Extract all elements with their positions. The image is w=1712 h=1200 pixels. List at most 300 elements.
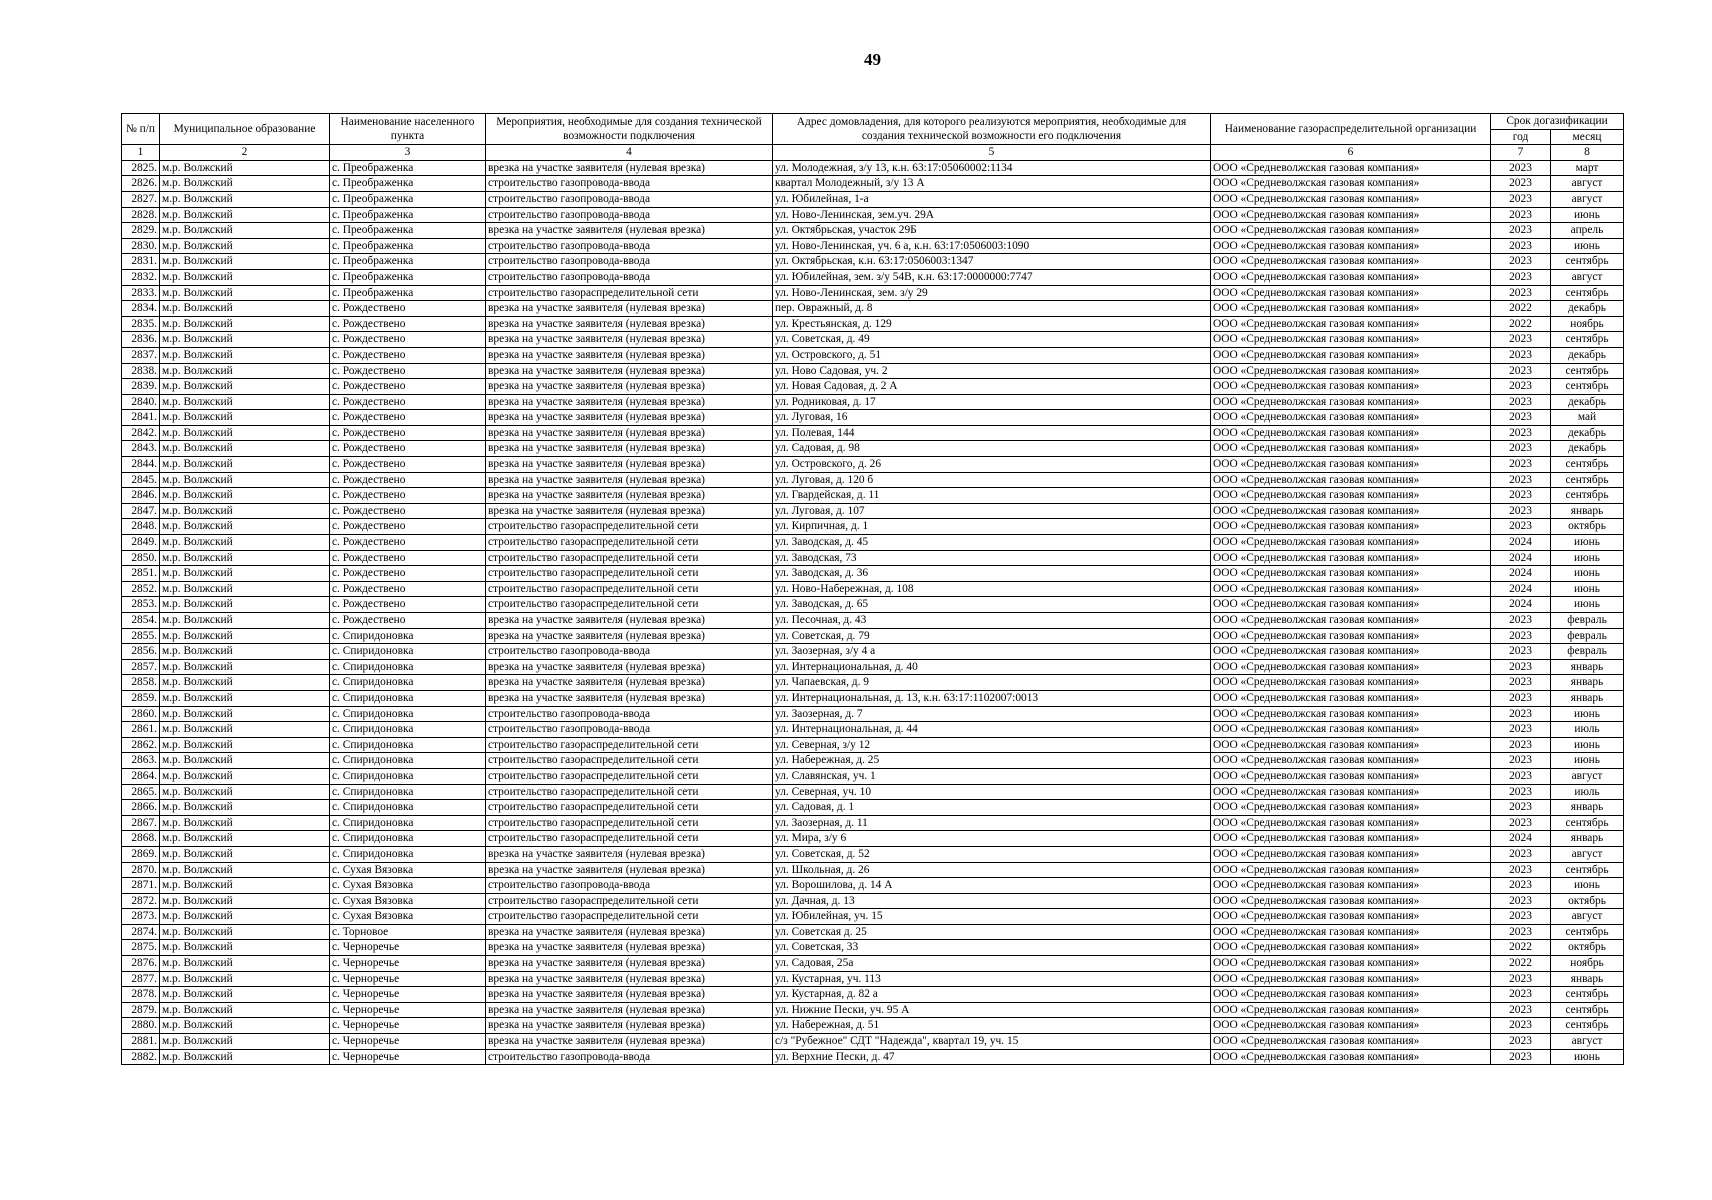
- measure-cell: врезка на участке заявителя (нулевая врезка): [486, 659, 773, 675]
- table-row: [122, 1002, 1624, 1018]
- measure-cell: строительство газопровода-ввода: [486, 176, 773, 192]
- municipality-cell: м.р. Волжский: [160, 316, 330, 332]
- row-number: 2866.: [122, 800, 160, 816]
- organization-cell: ООО «Средневолжская газовая компания»: [1211, 301, 1491, 317]
- month-cell: октябрь: [1551, 519, 1624, 535]
- settlement-cell: с. Спиридоновка: [330, 737, 486, 753]
- year-cell: 2023: [1491, 519, 1551, 535]
- year-cell: 2023: [1491, 909, 1551, 925]
- settlement-cell: с. Спиридоновка: [330, 706, 486, 722]
- address-cell: ул. Заводская, д. 45: [773, 535, 1211, 551]
- municipality-cell: м.р. Волжский: [160, 815, 330, 831]
- table-row: [122, 878, 1624, 894]
- organization-cell: ООО «Средневолжская газовая компания»: [1211, 784, 1491, 800]
- year-cell: 2023: [1491, 254, 1551, 270]
- organization-cell: ООО «Средневолжская газовая компания»: [1211, 987, 1491, 1003]
- measure-cell: строительство газораспределительной сети: [486, 519, 773, 535]
- measure-cell: врезка на участке заявителя (нулевая врезка): [486, 410, 773, 426]
- table-row: [122, 613, 1624, 629]
- organization-cell: ООО «Средневолжская газовая компания»: [1211, 425, 1491, 441]
- month-cell: август: [1551, 909, 1624, 925]
- organization-cell: ООО «Средневолжская газовая компания»: [1211, 924, 1491, 940]
- month-cell: март: [1551, 160, 1624, 176]
- row-number: 2839.: [122, 379, 160, 395]
- settlement-cell: с. Рождествено: [330, 550, 486, 566]
- table-row: [122, 628, 1624, 644]
- measure-cell: врезка на участке заявителя (нулевая врезка): [486, 394, 773, 410]
- municipality-cell: м.р. Волжский: [160, 644, 330, 660]
- year-cell: 2022: [1491, 301, 1551, 317]
- address-cell: ул. Дачная, д. 13: [773, 893, 1211, 909]
- measure-cell: строительство газораспределительной сети: [486, 753, 773, 769]
- organization-cell: ООО «Средневолжская газовая компания»: [1211, 285, 1491, 301]
- year-cell: 2024: [1491, 597, 1551, 613]
- address-cell: ул. Луговая, д. 120 б: [773, 472, 1211, 488]
- address-cell: ул. Северная, уч. 10: [773, 784, 1211, 800]
- address-cell: ул. Школьная, д. 26: [773, 862, 1211, 878]
- settlement-cell: с. Черноречье: [330, 956, 486, 972]
- settlement-cell: с. Спиридоновка: [330, 831, 486, 847]
- measure-cell: строительство газораспределительной сети: [486, 784, 773, 800]
- month-cell: июнь: [1551, 878, 1624, 894]
- year-cell: 2022: [1491, 940, 1551, 956]
- table-row: [122, 722, 1624, 738]
- month-cell: октябрь: [1551, 893, 1624, 909]
- measure-cell: врезка на участке заявителя (нулевая врезка): [486, 940, 773, 956]
- organization-cell: ООО «Средневолжская газовая компания»: [1211, 659, 1491, 675]
- settlement-cell: с. Рождествено: [330, 535, 486, 551]
- measure-cell: строительство газопровода-ввода: [486, 878, 773, 894]
- municipality-cell: м.р. Волжский: [160, 924, 330, 940]
- organization-cell: ООО «Средневолжская газовая компания»: [1211, 800, 1491, 816]
- column-number: 6: [1211, 145, 1491, 161]
- measure-cell: врезка на участке заявителя (нулевая врезка): [486, 316, 773, 332]
- year-cell: 2023: [1491, 675, 1551, 691]
- table-row: [122, 238, 1624, 254]
- settlement-cell: с. Рождествено: [330, 581, 486, 597]
- municipality-cell: м.р. Волжский: [160, 503, 330, 519]
- year-cell: 2024: [1491, 535, 1551, 551]
- address-cell: ул. Ново-Ленинская, зем. з/у 29: [773, 285, 1211, 301]
- year-cell: 2023: [1491, 737, 1551, 753]
- row-number: 2869.: [122, 846, 160, 862]
- table-row: [122, 535, 1624, 551]
- municipality-cell: м.р. Волжский: [160, 1002, 330, 1018]
- row-number: 2825.: [122, 160, 160, 176]
- month-cell: июнь: [1551, 581, 1624, 597]
- settlement-cell: с. Торновое: [330, 924, 486, 940]
- row-number: 2830.: [122, 238, 160, 254]
- organization-cell: ООО «Средневолжская газовая компания»: [1211, 332, 1491, 348]
- municipality-cell: м.р. Волжский: [160, 363, 330, 379]
- address-cell: ул. Полевая, 144: [773, 425, 1211, 441]
- year-cell: 2023: [1491, 379, 1551, 395]
- organization-cell: ООО «Средневолжская газовая компания»: [1211, 254, 1491, 270]
- column-number: 7: [1491, 145, 1551, 161]
- table-row: [122, 472, 1624, 488]
- organization-cell: ООО «Средневолжская газовая компания»: [1211, 862, 1491, 878]
- settlement-cell: с. Преображенка: [330, 269, 486, 285]
- header-deadline: Срок догазификации: [1491, 114, 1624, 130]
- measure-cell: врезка на участке заявителя (нулевая врезка): [486, 503, 773, 519]
- municipality-cell: м.р. Волжский: [160, 862, 330, 878]
- settlement-cell: с. Спиридоновка: [330, 722, 486, 738]
- municipality-cell: м.р. Волжский: [160, 753, 330, 769]
- month-cell: август: [1551, 1034, 1624, 1050]
- month-cell: июнь: [1551, 737, 1624, 753]
- address-cell: ул. Советская, д. 79: [773, 628, 1211, 644]
- measure-cell: врезка на участке заявителя (нулевая врезка): [486, 862, 773, 878]
- measure-cell: врезка на участке заявителя (нулевая врезка): [486, 332, 773, 348]
- month-cell: сентябрь: [1551, 862, 1624, 878]
- year-cell: 2023: [1491, 722, 1551, 738]
- month-cell: декабрь: [1551, 425, 1624, 441]
- organization-cell: ООО «Средневолжская газовая компания»: [1211, 550, 1491, 566]
- month-cell: июнь: [1551, 706, 1624, 722]
- row-number: 2832.: [122, 269, 160, 285]
- month-cell: январь: [1551, 690, 1624, 706]
- month-cell: январь: [1551, 831, 1624, 847]
- row-number: 2829.: [122, 223, 160, 239]
- row-number: 2837.: [122, 347, 160, 363]
- month-cell: сентябрь: [1551, 472, 1624, 488]
- address-cell: ул. Заозерная, з/у 4 а: [773, 644, 1211, 660]
- row-number: 2857.: [122, 659, 160, 675]
- settlement-cell: с. Рождествено: [330, 332, 486, 348]
- address-cell: квартал Молодежный, з/у 13 А: [773, 176, 1211, 192]
- settlement-cell: с. Рождествено: [330, 597, 486, 613]
- month-cell: сентябрь: [1551, 285, 1624, 301]
- organization-cell: ООО «Средневолжская газовая компания»: [1211, 597, 1491, 613]
- measure-cell: врезка на участке заявителя (нулевая врезка): [486, 1002, 773, 1018]
- year-cell: 2023: [1491, 690, 1551, 706]
- year-cell: 2023: [1491, 815, 1551, 831]
- organization-cell: ООО «Средневолжская газовая компания»: [1211, 1002, 1491, 1018]
- measure-cell: строительство газопровода-ввода: [486, 1049, 773, 1065]
- row-number: 2878.: [122, 987, 160, 1003]
- month-cell: октябрь: [1551, 940, 1624, 956]
- month-cell: февраль: [1551, 644, 1624, 660]
- organization-cell: ООО «Средневолжская газовая компания»: [1211, 1049, 1491, 1065]
- month-cell: сентябрь: [1551, 332, 1624, 348]
- settlement-cell: с. Спиридоновка: [330, 628, 486, 644]
- column-number: 1: [122, 145, 160, 161]
- table-row: [122, 784, 1624, 800]
- table-row: [122, 659, 1624, 675]
- month-cell: июнь: [1551, 207, 1624, 223]
- municipality-cell: м.р. Волжский: [160, 191, 330, 207]
- row-number: 2846.: [122, 488, 160, 504]
- settlement-cell: с. Спиридоновка: [330, 659, 486, 675]
- year-cell: 2023: [1491, 924, 1551, 940]
- organization-cell: ООО «Средневолжская газовая компания»: [1211, 831, 1491, 847]
- table-row: [122, 862, 1624, 878]
- municipality-cell: м.р. Волжский: [160, 379, 330, 395]
- table-row: [122, 550, 1624, 566]
- month-cell: ноябрь: [1551, 316, 1624, 332]
- address-cell: ул. Чапаевская, д. 9: [773, 675, 1211, 691]
- column-number: 5: [773, 145, 1211, 161]
- measure-cell: строительство газопровода-ввода: [486, 207, 773, 223]
- settlement-cell: с. Преображенка: [330, 207, 486, 223]
- organization-cell: ООО «Средневолжская газовая компания»: [1211, 519, 1491, 535]
- organization-cell: ООО «Средневолжская газовая компания»: [1211, 503, 1491, 519]
- table-row: [122, 581, 1624, 597]
- month-cell: сентябрь: [1551, 488, 1624, 504]
- organization-cell: ООО «Средневолжская газовая компания»: [1211, 160, 1491, 176]
- year-cell: 2023: [1491, 893, 1551, 909]
- settlement-cell: с. Преображенка: [330, 160, 486, 176]
- organization-cell: ООО «Средневолжская газовая компания»: [1211, 753, 1491, 769]
- row-number: 2826.: [122, 176, 160, 192]
- address-cell: ул. Гвардейская, д. 11: [773, 488, 1211, 504]
- organization-cell: ООО «Средневолжская газовая компания»: [1211, 566, 1491, 582]
- table-row: [122, 753, 1624, 769]
- organization-cell: ООО «Средневолжская газовая компания»: [1211, 347, 1491, 363]
- year-cell: 2023: [1491, 987, 1551, 1003]
- row-number: 2841.: [122, 410, 160, 426]
- year-cell: 2023: [1491, 878, 1551, 894]
- row-number: 2854.: [122, 613, 160, 629]
- municipality-cell: м.р. Волжский: [160, 566, 330, 582]
- settlement-cell: с. Спиридоновка: [330, 846, 486, 862]
- row-number: 2871.: [122, 878, 160, 894]
- measure-cell: строительство газопровода-ввода: [486, 644, 773, 660]
- year-cell: 2023: [1491, 706, 1551, 722]
- table-row: [122, 815, 1624, 831]
- municipality-cell: м.р. Волжский: [160, 909, 330, 925]
- municipality-cell: м.р. Волжский: [160, 940, 330, 956]
- year-cell: 2023: [1491, 347, 1551, 363]
- row-number: 2875.: [122, 940, 160, 956]
- row-number: 2855.: [122, 628, 160, 644]
- year-cell: 2023: [1491, 644, 1551, 660]
- settlement-cell: с. Рождествено: [330, 613, 486, 629]
- organization-cell: ООО «Средневолжская газовая компания»: [1211, 675, 1491, 691]
- settlement-cell: с. Рождествено: [330, 347, 486, 363]
- year-cell: 2023: [1491, 269, 1551, 285]
- measure-cell: врезка на участке заявителя (нулевая врезка): [486, 1034, 773, 1050]
- row-number: 2882.: [122, 1049, 160, 1065]
- table-row: [122, 379, 1624, 395]
- address-cell: ул. Кирпичная, д. 1: [773, 519, 1211, 535]
- year-cell: 2022: [1491, 316, 1551, 332]
- settlement-cell: с. Сухая Вязовка: [330, 893, 486, 909]
- settlement-cell: с. Рождествено: [330, 488, 486, 504]
- table-row: [122, 987, 1624, 1003]
- year-cell: 2023: [1491, 971, 1551, 987]
- municipality-cell: м.р. Волжский: [160, 768, 330, 784]
- measure-cell: строительство газораспределительной сети: [486, 831, 773, 847]
- settlement-cell: с. Черноречье: [330, 1049, 486, 1065]
- table-row: [122, 737, 1624, 753]
- settlement-cell: с. Черноречье: [330, 1034, 486, 1050]
- settlement-cell: с. Черноречье: [330, 987, 486, 1003]
- table-row: [122, 269, 1624, 285]
- table-row: [122, 160, 1624, 176]
- row-number: 2852.: [122, 581, 160, 597]
- settlement-cell: с. Рождествено: [330, 519, 486, 535]
- settlement-cell: с. Спиридоновка: [330, 768, 486, 784]
- measure-cell: строительство газопровода-ввода: [486, 254, 773, 270]
- month-cell: август: [1551, 191, 1624, 207]
- page-number: 49: [864, 50, 881, 69]
- settlement-cell: с. Черноречье: [330, 1002, 486, 1018]
- year-cell: 2023: [1491, 846, 1551, 862]
- table-row: [122, 1034, 1624, 1050]
- table-row: [122, 800, 1624, 816]
- address-cell: ул. Интернациональная, д. 13, к.н. 63:17:1102007:0013: [773, 690, 1211, 706]
- row-number: 2843.: [122, 441, 160, 457]
- address-cell: ул. Песочная, д. 43: [773, 613, 1211, 629]
- row-number: 2848.: [122, 519, 160, 535]
- row-number: 2840.: [122, 394, 160, 410]
- month-cell: июль: [1551, 722, 1624, 738]
- month-cell: январь: [1551, 675, 1624, 691]
- year-cell: 2023: [1491, 238, 1551, 254]
- year-cell: 2023: [1491, 394, 1551, 410]
- settlement-cell: с. Преображенка: [330, 285, 486, 301]
- address-cell: ул. Заозерная, д. 11: [773, 815, 1211, 831]
- month-cell: сентябрь: [1551, 457, 1624, 473]
- settlement-cell: с. Черноречье: [330, 971, 486, 987]
- row-number: 2856.: [122, 644, 160, 660]
- row-number: 2868.: [122, 831, 160, 847]
- organization-cell: ООО «Средневолжская газовая компания»: [1211, 379, 1491, 395]
- row-number: 2834.: [122, 301, 160, 317]
- year-cell: 2023: [1491, 800, 1551, 816]
- month-cell: июнь: [1551, 597, 1624, 613]
- table-row: [122, 846, 1624, 862]
- month-cell: январь: [1551, 659, 1624, 675]
- month-cell: июль: [1551, 784, 1624, 800]
- year-cell: 2023: [1491, 488, 1551, 504]
- address-cell: ул. Ново Садовая, уч. 2: [773, 363, 1211, 379]
- month-cell: сентябрь: [1551, 987, 1624, 1003]
- municipality-cell: м.р. Волжский: [160, 347, 330, 363]
- row-number: 2861.: [122, 722, 160, 738]
- address-cell: ул. Нижние Пески, уч. 95 А: [773, 1002, 1211, 1018]
- row-number: 2874.: [122, 924, 160, 940]
- settlement-cell: с. Рождествено: [330, 441, 486, 457]
- organization-cell: ООО «Средневолжская газовая компания»: [1211, 316, 1491, 332]
- measure-cell: врезка на участке заявителя (нулевая врезка): [486, 488, 773, 504]
- address-cell: ул. Крестьянская, д. 129: [773, 316, 1211, 332]
- settlement-cell: с. Рождествено: [330, 363, 486, 379]
- measure-cell: врезка на участке заявителя (нулевая врезка): [486, 690, 773, 706]
- address-cell: ул. Молодежная, з/у 13, к.н. 63:17:05060002:1134: [773, 160, 1211, 176]
- month-cell: сентябрь: [1551, 363, 1624, 379]
- municipality-cell: м.р. Волжский: [160, 1049, 330, 1065]
- table-row: [122, 519, 1624, 535]
- address-cell: ул. Советская д. 25: [773, 924, 1211, 940]
- row-number: 2844.: [122, 457, 160, 473]
- row-number: 2876.: [122, 956, 160, 972]
- address-cell: ул. Новая Садовая, д. 2 А: [773, 379, 1211, 395]
- month-cell: сентябрь: [1551, 254, 1624, 270]
- address-cell: ул. Юбилейная, уч. 15: [773, 909, 1211, 925]
- measure-cell: строительство газораспределительной сети: [486, 285, 773, 301]
- row-number: 2833.: [122, 285, 160, 301]
- settlement-cell: с. Сухая Вязовка: [330, 909, 486, 925]
- municipality-cell: м.р. Волжский: [160, 784, 330, 800]
- municipality-cell: м.р. Волжский: [160, 394, 330, 410]
- header-settlement: Наименование населенного пункта: [330, 114, 486, 145]
- address-cell: ул. Кустарная, д. 82 а: [773, 987, 1211, 1003]
- year-cell: 2023: [1491, 457, 1551, 473]
- table-row: [122, 644, 1624, 660]
- organization-cell: ООО «Средневолжская газовая компания»: [1211, 363, 1491, 379]
- address-cell: с/з "Рубежное" СДТ "Надежда", квартал 19, уч. 15: [773, 1034, 1211, 1050]
- year-cell: 2023: [1491, 1002, 1551, 1018]
- year-cell: 2024: [1491, 566, 1551, 582]
- year-cell: 2023: [1491, 223, 1551, 239]
- municipality-cell: м.р. Волжский: [160, 628, 330, 644]
- municipality-cell: м.р. Волжский: [160, 207, 330, 223]
- organization-cell: ООО «Средневолжская газовая компания»: [1211, 394, 1491, 410]
- row-number: 2845.: [122, 472, 160, 488]
- municipality-cell: м.р. Волжский: [160, 597, 330, 613]
- organization-cell: ООО «Средневолжская газовая компания»: [1211, 1034, 1491, 1050]
- municipality-cell: м.р. Волжский: [160, 706, 330, 722]
- row-number: 2880.: [122, 1018, 160, 1034]
- settlement-cell: с. Спиридоновка: [330, 784, 486, 800]
- month-cell: ноябрь: [1551, 956, 1624, 972]
- organization-cell: ООО «Средневолжская газовая компания»: [1211, 535, 1491, 551]
- municipality-cell: м.р. Волжский: [160, 223, 330, 239]
- address-cell: ул. Заводская, д. 65: [773, 597, 1211, 613]
- address-cell: ул. Интернациональная, д. 40: [773, 659, 1211, 675]
- measure-cell: строительство газопровода-ввода: [486, 706, 773, 722]
- settlement-cell: с. Спиридоновка: [330, 753, 486, 769]
- month-cell: сентябрь: [1551, 379, 1624, 395]
- measure-cell: врезка на участке заявителя (нулевая врезка): [486, 956, 773, 972]
- settlement-cell: с. Рождествено: [330, 410, 486, 426]
- measure-cell: строительство газораспределительной сети: [486, 815, 773, 831]
- municipality-cell: м.р. Волжский: [160, 971, 330, 987]
- address-cell: ул. Интернациональная, д. 44: [773, 722, 1211, 738]
- row-number: 2879.: [122, 1002, 160, 1018]
- address-cell: ул. Островского, д. 51: [773, 347, 1211, 363]
- organization-cell: ООО «Средневолжская газовая компания»: [1211, 644, 1491, 660]
- column-number: 4: [486, 145, 773, 161]
- month-cell: август: [1551, 768, 1624, 784]
- month-cell: январь: [1551, 971, 1624, 987]
- settlement-cell: с. Спиридоновка: [330, 800, 486, 816]
- row-number: 2849.: [122, 535, 160, 551]
- organization-cell: ООО «Средневолжская газовая компания»: [1211, 737, 1491, 753]
- year-cell: 2023: [1491, 1034, 1551, 1050]
- municipality-cell: м.р. Волжский: [160, 285, 330, 301]
- measure-cell: врезка на участке заявителя (нулевая врезка): [486, 675, 773, 691]
- year-cell: 2023: [1491, 472, 1551, 488]
- address-cell: ул. Октябрьская, к.н. 63:17:0506003:1347: [773, 254, 1211, 270]
- table-row: [122, 1018, 1624, 1034]
- address-cell: ул. Ново-Ленинская, зем.уч. 29А: [773, 207, 1211, 223]
- month-cell: январь: [1551, 503, 1624, 519]
- month-cell: сентябрь: [1551, 1018, 1624, 1034]
- address-cell: ул. Северная, з/у 12: [773, 737, 1211, 753]
- address-cell: ул. Заводская, 73: [773, 550, 1211, 566]
- organization-cell: ООО «Средневолжская газовая компания»: [1211, 690, 1491, 706]
- table-row: [122, 394, 1624, 410]
- year-cell: 2023: [1491, 332, 1551, 348]
- address-cell: ул. Ново-Набережная, д. 108: [773, 581, 1211, 597]
- settlement-cell: с. Рождествено: [330, 379, 486, 395]
- municipality-cell: м.р. Волжский: [160, 457, 330, 473]
- month-cell: август: [1551, 269, 1624, 285]
- municipality-cell: м.р. Волжский: [160, 301, 330, 317]
